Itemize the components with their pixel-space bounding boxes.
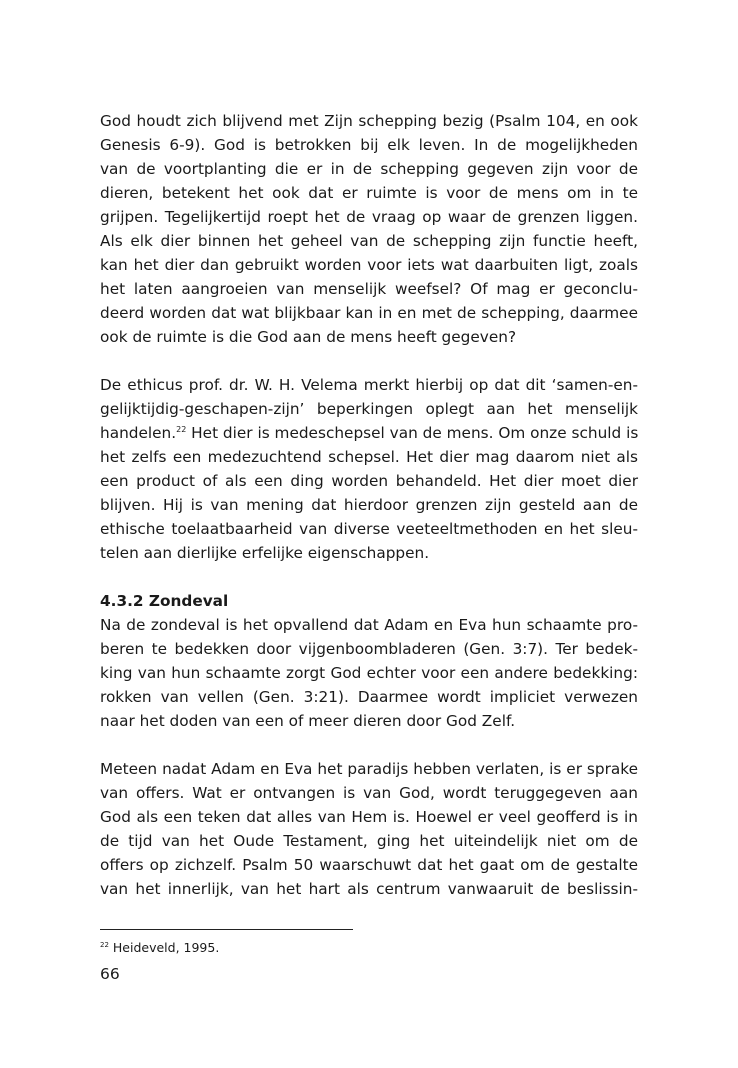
text-segment: handelen.	[100, 424, 177, 442]
text-line: Als elk dier binnen het geheel van de schepping zijn functie heeft,	[100, 232, 638, 250]
text-line: het zelfs een medezuchtend schepsel. Het dier mag daarom niet als	[100, 448, 638, 466]
text-line: blijven. Hij is van mening dat hierdoor grenzen zijn gesteld aan de	[100, 496, 638, 514]
footnote-reference: 22	[176, 425, 187, 434]
text-line: ethische toelaatbaarheid van diverse veeteeltmethoden en het sleu-	[100, 520, 638, 538]
section-heading: 4.3.2 Zondeval	[100, 592, 229, 610]
text-line: naar het doden van een of meer dieren door God Zelf.	[100, 712, 516, 730]
text-line: De ethicus prof. dr. W. H. Velema merkt hierbij op dat dit ‘samen-en-	[100, 376, 638, 394]
text-line: kan het dier dan gebruikt worden voor iets wat daarbuiten ligt, zoals	[100, 256, 638, 274]
text-line: Genesis 6-9). God is betrokken bij elk leven. In de mogelijkheden	[100, 136, 638, 154]
text-line: rokken van vellen (Gen. 3:21). Daarmee wordt impliciet verwezen	[100, 688, 638, 706]
footnote	[100, 940, 219, 956]
text-line: van offers. Wat er ontvangen is van God, wordt teruggegeven aan	[100, 784, 638, 802]
text-line: van de voortplanting die er in de schepping gegeven zijn voor de	[100, 160, 638, 178]
text-line: de tijd van het Oude Testament, ging het uiteindelijk niet om de	[100, 832, 638, 850]
text-line: van het innerlijk, van het hart als centrum vanwaaruit de beslissin-	[100, 880, 638, 898]
text-line: God houdt zich blijvend met Zijn schepping bezig (Psalm 104, en ook	[100, 112, 638, 130]
text-line: grijpen. Tegelijkertijd roept het de vraag op waar de grenzen liggen.	[100, 208, 638, 226]
text-line-with-footnote-ref	[100, 421, 638, 445]
text-line: deerd worden dat wat blijkbaar kan in en met de schepping, daarmee	[100, 304, 638, 322]
page-number: 66	[100, 965, 120, 983]
paragraph-1	[100, 109, 638, 349]
text-line: telen aan dierlijke erfelijke eigenschappen.	[100, 544, 430, 562]
text-line: ook de ruimte is die God aan de mens heeft gegeven?	[100, 328, 517, 346]
text-line: gelijktijdig-geschapen-zijn’ beperkingen oplegt aan het menselijk	[100, 400, 638, 418]
text-line: het laten aangroeien van menselijk weefsel? Of mag er geconclu-	[100, 280, 638, 298]
text-line: offers op zichzelf. Psalm 50 waarschuwt dat het gaat om de gestalte	[100, 856, 638, 874]
page-body	[100, 109, 638, 901]
text-line: een product of als een ding worden behandeld. Het dier moet dier	[100, 472, 638, 490]
text-line: Na de zondeval is het opvallend dat Adam en Eva hun schaamte pro-	[100, 616, 638, 634]
text-segment: Het dier is medeschepsel van de mens. Om onze schuld is	[186, 424, 639, 442]
footnote-divider	[100, 929, 353, 930]
paragraph-4	[100, 757, 638, 901]
text-line: king van hun schaamte zorgt God echter voor een andere bedekking:	[100, 664, 638, 682]
section-zondeval	[100, 589, 638, 733]
paragraph-2	[100, 373, 638, 565]
text-line: dieren, betekent het ook dat er ruimte is voor de mens om in te	[100, 184, 638, 202]
text-line: God als een teken dat alles van Hem is. Hoewel er veel geofferd is in	[100, 808, 638, 826]
footnote-text: Heideveld, 1995.	[108, 940, 220, 955]
footnote-number: 22	[100, 941, 109, 949]
text-line: Meteen nadat Adam en Eva het paradijs hebben verlaten, is er sprake	[100, 760, 638, 778]
text-line: beren te bedekken door vijgenboombladeren (Gen. 3:7). Ter bedek-	[100, 640, 638, 658]
